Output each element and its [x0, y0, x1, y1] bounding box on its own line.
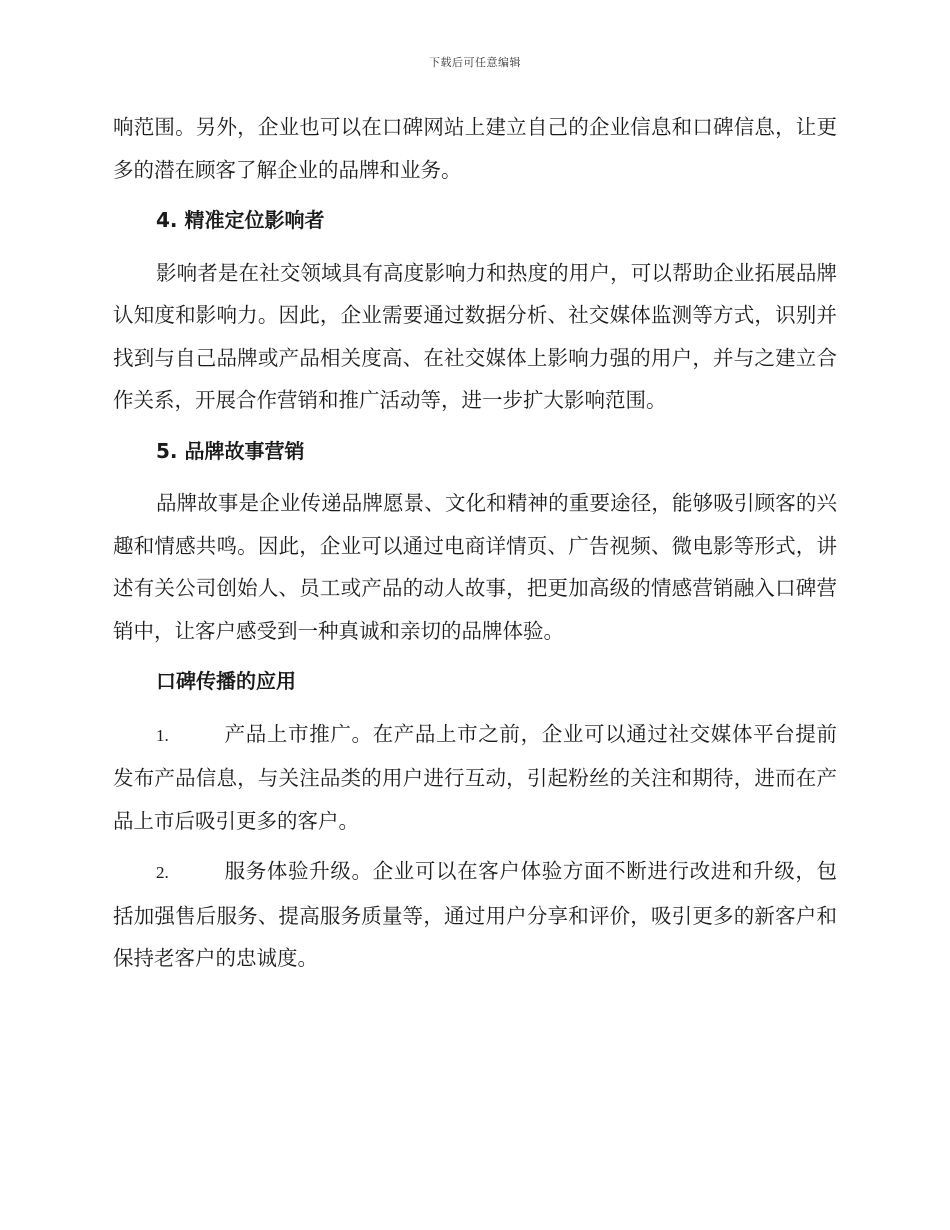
list-item-text: 服务体验升级。企业可以在客户体验方面不断进行改进和升级，包括加强售后服务、提高服务质量等，通过用户分享和评价，吸引更多的新客户和保持老客户的忠诚度。 [113, 859, 837, 970]
list-item-text: 产品上市推广。在产品上市之前，企业可以通过社交媒体平台提前发布产品信息，与关注品类的用户进行互动，引起粉丝的关注和期待，进而在产品上市后吸引更多的客户。 [113, 721, 837, 833]
list-number: 1. [156, 725, 169, 745]
page-header: 下载后可任意编辑 [429, 56, 521, 69]
heading-applications: 口碑传播的应用 [156, 669, 296, 693]
list-item [113, 850, 837, 980]
list-number: 2. [156, 863, 169, 882]
list-item [113, 713, 837, 843]
document-body [113, 106, 837, 988]
paragraph-brand-story: 品牌故事是企业传递品牌愿景、文化和精神的重要途径，能够吸引顾客的兴趣和情感共鸣。因此，企业可以通过电商详情页、广告视频、微电影等形式，讲述有关公司创始人、员工或产品的动人故事，把更加高级的情感营销融入口碑营销中，让客户感受到一种真诚和亲切的品牌体验。 [113, 491, 837, 643]
heading-influencer: 4. 精准定位影响者 [156, 208, 325, 232]
heading-brand-story: 5. 品牌故事营销 [156, 438, 305, 463]
paragraph-influencer: 影响者是在社交领域具有高度影响力和热度的用户，可以帮助企业拓展品牌认知度和影响力。因此，企业需要通过数据分析、社交媒体监测等方式，识别并找到与自己品牌或产品相关度高、在社交媒体上影响力强的用户，并与之建立合作关系，开展合作营销和推广活动等，进一步扩大影响范围。 [113, 260, 837, 412]
paragraph-continuation: 响范围。另外，企业也可以在口碑网站上建立自己的企业信息和口碑信息，让更多的潜在顾客了解企业的品牌和业务。 [113, 115, 837, 182]
